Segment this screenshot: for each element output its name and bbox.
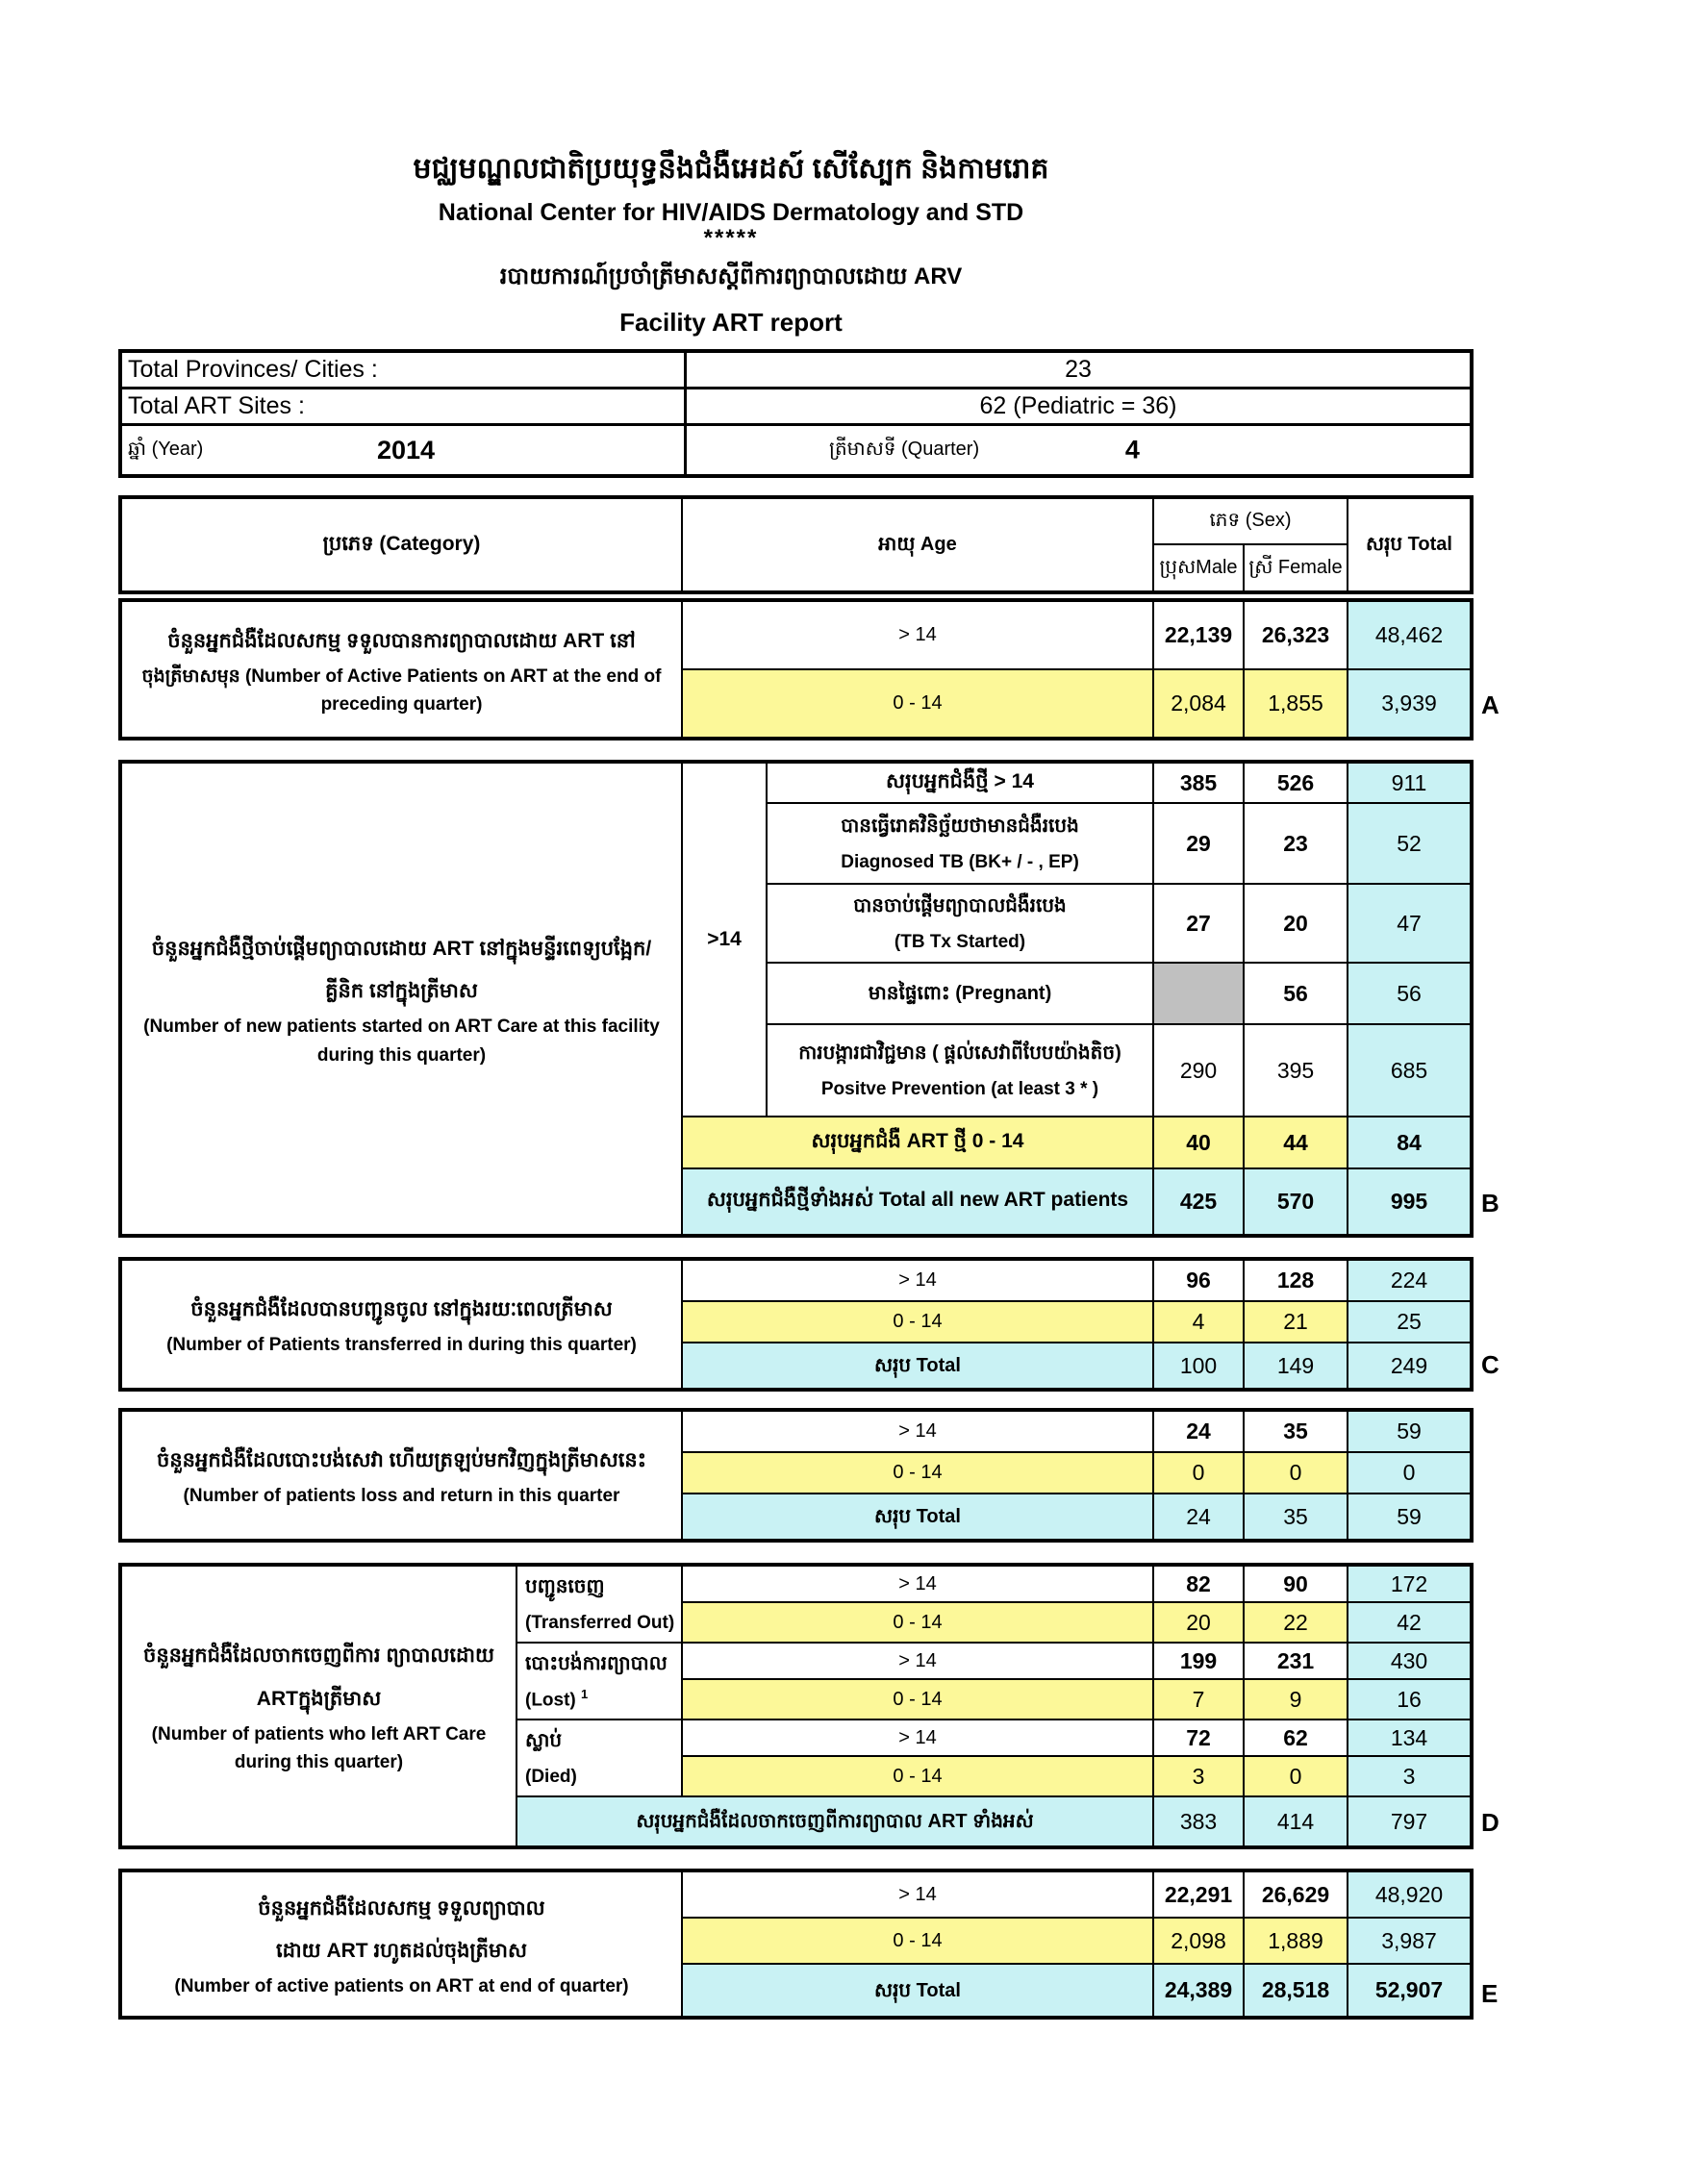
total-value: 25 bbox=[1348, 1302, 1470, 1342]
section-c-transferred-in bbox=[118, 1257, 1474, 1392]
female-value: 62 bbox=[1245, 1720, 1348, 1755]
section-c-rows bbox=[683, 1261, 1470, 1388]
total-value: 995 bbox=[1348, 1169, 1470, 1234]
female-value: 414 bbox=[1245, 1797, 1348, 1845]
section-b-new-patients bbox=[118, 760, 1474, 1238]
group-label-english bbox=[525, 1683, 668, 1718]
section-a-letter: A bbox=[1481, 690, 1499, 719]
male-value: 24 bbox=[1154, 1494, 1245, 1539]
col-header-male: ប្រុសMale bbox=[1154, 545, 1245, 590]
total-value: 134 bbox=[1348, 1720, 1470, 1755]
section-e-label-khmer-2: ដោយ ART រហូតដល់ចុងត្រីមាស bbox=[275, 1939, 528, 1962]
table-row-under14 bbox=[683, 1453, 1470, 1494]
section-b-label-khmer-2: គ្លីនិក នៅក្នុងត្រីមាស bbox=[325, 980, 478, 1003]
provinces-row bbox=[122, 353, 1470, 389]
total-value: 3,939 bbox=[1348, 670, 1470, 737]
male-value: 100 bbox=[1154, 1343, 1245, 1388]
quarter-label: ត្រីមាសទី (Quarter) bbox=[829, 439, 980, 460]
group-label-english: (Died) bbox=[525, 1766, 577, 1787]
row-label-khmer: ការបង្ការជាវិជ្ជមាន ( ផ្តល់សេវាពីបែបយ៉ាងតិច) bbox=[798, 1042, 1121, 1064]
total-value: 797 bbox=[1348, 1797, 1470, 1845]
col-header-total: សរុប Total bbox=[1366, 533, 1452, 555]
male-value: 20 bbox=[1154, 1603, 1245, 1642]
section-loss-return bbox=[118, 1408, 1474, 1543]
female-value: 570 bbox=[1245, 1169, 1348, 1234]
section-b-rows bbox=[683, 764, 1470, 1234]
section-b-label-khmer-1: ចំនួនអ្នកជំងឺថ្មីចាប់ផ្តើមព្យាបាលដោយ ART នៅក្នុងមន្ទីរពេទ្យបង្អែក/ bbox=[151, 937, 652, 960]
group-label-khmer: បញ្ជូនចេញ bbox=[525, 1575, 605, 1597]
section-a-active-start bbox=[118, 598, 1474, 741]
sites-label: Total ART Sites : bbox=[122, 389, 687, 423]
section-d-rows bbox=[517, 1567, 1470, 1845]
group-rows bbox=[683, 1720, 1470, 1795]
provinces-label: Total Provinces/ Cities : bbox=[122, 353, 687, 387]
age-cell: > 14 bbox=[683, 602, 1154, 668]
section-loss-category bbox=[122, 1412, 683, 1539]
year-value: 2014 bbox=[376, 435, 436, 464]
female-value: 56 bbox=[1245, 964, 1348, 1023]
total-value: 48,920 bbox=[1348, 1872, 1470, 1917]
section-e-label-khmer-1: ចំនួនអ្នកជំងឺដែលសកម្ម ទទួលព្យាបាល bbox=[258, 1896, 545, 1920]
row-label bbox=[768, 1025, 1154, 1116]
group-rows bbox=[683, 1567, 1470, 1642]
row-label-english: (TB Tx Started) bbox=[894, 931, 1026, 952]
lost-label-text: (Lost) bbox=[525, 1690, 576, 1711]
section-e-rows bbox=[683, 1872, 1470, 2016]
section-a-label-khmer: ចំនួនអ្នកជំងឺដែលសកម្ម ទទួលបានការព្យាបាលដោយ ART នៅ bbox=[167, 629, 636, 652]
col-header-sex-group bbox=[1154, 499, 1348, 590]
table-row-diagnosed-tb bbox=[768, 804, 1470, 885]
total-value: 3 bbox=[1348, 1757, 1470, 1795]
male-value: 82 bbox=[1154, 1567, 1245, 1601]
table-row-tb-tx-started bbox=[768, 885, 1470, 964]
total-row-label: សរុប Total bbox=[683, 1494, 1154, 1539]
year-cell bbox=[122, 426, 687, 474]
section-e-active-end bbox=[118, 1869, 1474, 2020]
total-value: 52 bbox=[1348, 804, 1470, 883]
quarter-cell bbox=[687, 426, 1470, 474]
male-value: 385 bbox=[1154, 764, 1245, 802]
section-b-letter: B bbox=[1481, 1189, 1499, 1218]
male-value: 2,084 bbox=[1154, 670, 1245, 737]
table-row-under14 bbox=[683, 1680, 1470, 1719]
year-label: ឆ្នាំ (Year) bbox=[128, 439, 204, 460]
total-value: 84 bbox=[1348, 1117, 1470, 1167]
table-row-over14 bbox=[683, 1644, 1470, 1680]
total-value: 249 bbox=[1348, 1343, 1470, 1388]
section-d-letter: D bbox=[1481, 1808, 1499, 1837]
female-value: 1,855 bbox=[1245, 670, 1348, 737]
table-row-under14 bbox=[683, 1603, 1470, 1642]
section-loss-rows bbox=[683, 1412, 1470, 1539]
provinces-value: 23 bbox=[1065, 356, 1092, 383]
table-row-total bbox=[683, 1343, 1470, 1388]
table-row-over14 bbox=[683, 1412, 1470, 1453]
section-a-rows bbox=[683, 602, 1470, 737]
section-d-label-khmer-1: ចំនួនអ្នកជំងឺដែលចាកចេញពីការ ព្យាបាលដោយ bbox=[142, 1644, 495, 1668]
male-value: 290 bbox=[1154, 1025, 1245, 1116]
report-subtitle-khmer: របាយការណ៍ប្រចាំត្រីមាសស្តីពីការព្យាបាលដោយ ARV bbox=[499, 264, 963, 289]
female-value: 44 bbox=[1245, 1117, 1348, 1167]
stars-divider: ***** bbox=[703, 225, 759, 251]
table-row-total-left-art bbox=[517, 1797, 1470, 1845]
age-cell: 0 - 14 bbox=[683, 1302, 1154, 1342]
age-cell: > 14 bbox=[683, 1644, 1154, 1678]
row-label: សរុបអ្នកជំងឺថ្មីទាំងអស់ Total all new ART patients bbox=[683, 1169, 1154, 1234]
total-value: 47 bbox=[1348, 885, 1470, 962]
male-value: 22,139 bbox=[1154, 602, 1245, 668]
section-b-over14-block bbox=[683, 764, 1470, 1117]
male-value: 199 bbox=[1154, 1644, 1245, 1678]
female-value: 20 bbox=[1245, 885, 1348, 962]
section-b-category bbox=[122, 764, 683, 1234]
section-loss-label-english: (Number of patients loss and return in this quarter bbox=[183, 1486, 620, 1507]
male-value: 0 bbox=[1154, 1453, 1245, 1493]
female-value: 23 bbox=[1245, 804, 1348, 883]
main-table-header bbox=[118, 495, 1474, 594]
row-label-english: Diagnosed TB (BK+ / - , EP) bbox=[841, 851, 1079, 872]
col-header-female: ស្រី Female bbox=[1248, 556, 1343, 578]
row-label-english: Positve Prevention (at least 3 * ) bbox=[820, 1078, 1099, 1099]
table-row-over14 bbox=[683, 1872, 1470, 1919]
female-value: 395 bbox=[1245, 1025, 1348, 1116]
age-cell: > 14 bbox=[683, 1720, 1154, 1755]
male-value: 72 bbox=[1154, 1720, 1245, 1755]
table-row-over14 bbox=[683, 1567, 1470, 1603]
row-label bbox=[768, 804, 1154, 883]
age-cell: 0 - 14 bbox=[683, 1603, 1154, 1642]
age-cell: > 14 bbox=[683, 1412, 1154, 1451]
sites-value: 62 (Pediatric = 36) bbox=[979, 392, 1177, 419]
male-value: 2,098 bbox=[1154, 1919, 1245, 1963]
male-value: 383 bbox=[1154, 1797, 1245, 1845]
total-value: 48,462 bbox=[1348, 602, 1470, 668]
table-row-over14 bbox=[683, 1720, 1470, 1757]
female-value: 90 bbox=[1245, 1567, 1348, 1601]
male-value: 29 bbox=[1154, 804, 1245, 883]
total-value: 430 bbox=[1348, 1644, 1470, 1678]
total-value: 52,907 bbox=[1348, 1965, 1470, 2016]
male-value: 27 bbox=[1154, 885, 1245, 962]
row-label: មានផ្ទៃពោះ (Pregnant) bbox=[768, 964, 1154, 1023]
table-row-pregnant bbox=[768, 964, 1470, 1025]
group-label-khmer: បោះបង់ការព្យាបាល bbox=[525, 1652, 668, 1674]
table-row-total bbox=[683, 1494, 1470, 1539]
section-b-subrows bbox=[768, 764, 1470, 1116]
total-value: 56 bbox=[1348, 964, 1470, 1023]
male-value: 24 bbox=[1154, 1412, 1245, 1451]
section-d-label-english: (Number of patients who left ART Care during this quarter) bbox=[151, 1723, 487, 1773]
section-b-label-english: (Number of new patients started on ART Care at this facility during this quarter) bbox=[143, 1017, 660, 1066]
female-value: 35 bbox=[1245, 1494, 1348, 1539]
female-value: 35 bbox=[1245, 1412, 1348, 1451]
row-label: សរុបអ្នកជំងឺថ្មី > 14 bbox=[768, 764, 1154, 802]
total-value: 16 bbox=[1348, 1680, 1470, 1719]
lost-footnote-marker: 1 bbox=[581, 1686, 589, 1701]
age-cell: 0 - 14 bbox=[683, 1919, 1154, 1963]
group-label bbox=[517, 1644, 683, 1719]
table-row-positive-prevention bbox=[768, 1025, 1470, 1116]
table-row-under14 bbox=[683, 1919, 1470, 1965]
section-d-left-art bbox=[118, 1563, 1474, 1849]
male-value: 425 bbox=[1154, 1169, 1245, 1234]
male-value: 40 bbox=[1154, 1117, 1245, 1167]
row-label bbox=[768, 885, 1154, 962]
group-lost bbox=[517, 1644, 1470, 1720]
table-row-new-over14 bbox=[768, 764, 1470, 804]
male-value: 7 bbox=[1154, 1680, 1245, 1719]
table-row-under14 bbox=[683, 1757, 1470, 1795]
female-value: 26,323 bbox=[1245, 602, 1348, 668]
female-value: 21 bbox=[1245, 1302, 1348, 1342]
group-label bbox=[517, 1567, 683, 1642]
col-header-category: ប្រភេទ (Category) bbox=[122, 499, 683, 590]
col-header-sex: ភេទ (Sex) bbox=[1154, 499, 1347, 545]
total-row-label: សរុប Total bbox=[683, 1343, 1154, 1388]
section-d-label-khmer-2: ARTក្នុងត្រីមាស bbox=[256, 1687, 382, 1710]
section-c-label-english: (Number of Patients transferred in during this quarter) bbox=[166, 1335, 637, 1356]
table-row-total-new-art bbox=[683, 1169, 1470, 1234]
female-value: 149 bbox=[1245, 1343, 1348, 1388]
female-value: 526 bbox=[1245, 764, 1348, 802]
male-value: 22,291 bbox=[1154, 1872, 1245, 1917]
total-value: 172 bbox=[1348, 1567, 1470, 1601]
table-row-new-art-under14 bbox=[683, 1117, 1470, 1169]
age-cell: 0 - 14 bbox=[683, 1757, 1154, 1795]
total-value: 42 bbox=[1348, 1603, 1470, 1642]
female-value: 128 bbox=[1245, 1261, 1348, 1300]
group-label bbox=[517, 1720, 683, 1795]
male-value: 4 bbox=[1154, 1302, 1245, 1342]
section-a-label-english: ចុងត្រីមាសមុន (Number of Active Patients on ART at the end of preceding quarter) bbox=[141, 665, 662, 715]
col-header-sex-split bbox=[1154, 545, 1347, 590]
male-value: 24,389 bbox=[1154, 1965, 1245, 2016]
section-d-category bbox=[122, 1567, 517, 1845]
total-value: 685 bbox=[1348, 1025, 1470, 1116]
total-value: 59 bbox=[1348, 1412, 1470, 1451]
col-header-age: អាយុ Age bbox=[683, 499, 1154, 590]
female-value: 28,518 bbox=[1245, 1965, 1348, 2016]
table-row-under14 bbox=[683, 670, 1470, 737]
section-a-category bbox=[122, 602, 683, 737]
year-quarter-row bbox=[122, 426, 1470, 474]
age-cell: 0 - 14 bbox=[683, 1453, 1154, 1493]
section-e-category bbox=[122, 1872, 683, 2016]
total-value: 0 bbox=[1348, 1453, 1470, 1493]
male-value-blank bbox=[1154, 964, 1245, 1023]
female-value: 231 bbox=[1245, 1644, 1348, 1678]
group-label-english: (Transferred Out) bbox=[525, 1612, 675, 1633]
section-e-letter: E bbox=[1481, 1979, 1499, 2008]
table-row-under14 bbox=[683, 1302, 1470, 1343]
male-value: 3 bbox=[1154, 1757, 1245, 1795]
total-row-label: សរុប Total bbox=[683, 1965, 1154, 2016]
table-row-over14 bbox=[683, 602, 1470, 670]
age-cell: 0 - 14 bbox=[683, 1680, 1154, 1719]
section-c-letter: C bbox=[1481, 1350, 1499, 1379]
total-value: 59 bbox=[1348, 1494, 1470, 1539]
table-row-over14 bbox=[683, 1261, 1470, 1302]
table-row-total bbox=[683, 1965, 1470, 2016]
total-value: 3,987 bbox=[1348, 1919, 1470, 1963]
age-cell: 0 - 14 bbox=[683, 670, 1154, 737]
age-cell: > 14 bbox=[683, 1261, 1154, 1300]
female-value: 1,889 bbox=[1245, 1919, 1348, 1963]
total-row-label: សរុបអ្នកជំងឺដែលចាកចេញពីការព្យាបាល ART ទាំងអស់ bbox=[517, 1797, 1154, 1845]
female-value: 22 bbox=[1245, 1603, 1348, 1642]
org-title-english: National Center for HIV/AIDS Dermatology and STD bbox=[438, 199, 1024, 226]
age-group-cell: >14 bbox=[683, 764, 768, 1116]
row-label-khmer: បានធ្វើរោគវិនិច្ឆ័យថាមានជំងឺរបេង bbox=[841, 815, 1079, 837]
section-loss-label-khmer: ចំនួនអ្នកជំងឺដែលបោះបង់សេវា ហើយត្រឡប់មកវិញក្នុងត្រីមាសនេះ bbox=[157, 1449, 646, 1472]
total-value: 911 bbox=[1348, 764, 1470, 802]
female-value: 0 bbox=[1245, 1757, 1348, 1795]
section-e-label-english: (Number of active patients on ART at end of quarter) bbox=[174, 1975, 629, 1996]
row-label: សរុបអ្នកជំងឺ ART ថ្មី 0 - 14 bbox=[683, 1117, 1154, 1167]
group-rows bbox=[683, 1644, 1470, 1719]
age-cell: > 14 bbox=[683, 1872, 1154, 1917]
row-label-khmer: បានចាប់ផ្តើមព្យាបាលជំងឺរបេង bbox=[853, 894, 1067, 916]
group-label-khmer: ស្លាប់ bbox=[525, 1729, 563, 1751]
org-title-khmer: មជ្ឈមណ្ឌលជាតិប្រយុទ្ធនឹងជំងឺអេដស៍ សើស្បែក និងកាមរោគ bbox=[413, 153, 1049, 185]
female-value: 0 bbox=[1245, 1453, 1348, 1493]
total-value: 224 bbox=[1348, 1261, 1470, 1300]
female-value: 26,629 bbox=[1245, 1872, 1348, 1917]
group-transferred-out bbox=[517, 1567, 1470, 1644]
age-cell: > 14 bbox=[683, 1567, 1154, 1601]
group-died bbox=[517, 1720, 1470, 1797]
quarter-value: 4 bbox=[1124, 435, 1140, 464]
sites-row bbox=[122, 389, 1470, 426]
male-value: 96 bbox=[1154, 1261, 1245, 1300]
section-c-label-khmer: ចំនួនអ្នកជំងឺដែលបានបញ្ជូនចូល នៅក្នុងរយៈពេលត្រីមាស bbox=[190, 1298, 613, 1321]
summary-info-table bbox=[118, 349, 1474, 478]
page-title: Facility ART report bbox=[619, 308, 843, 337]
female-value: 9 bbox=[1245, 1680, 1348, 1719]
section-c-category bbox=[122, 1261, 683, 1388]
